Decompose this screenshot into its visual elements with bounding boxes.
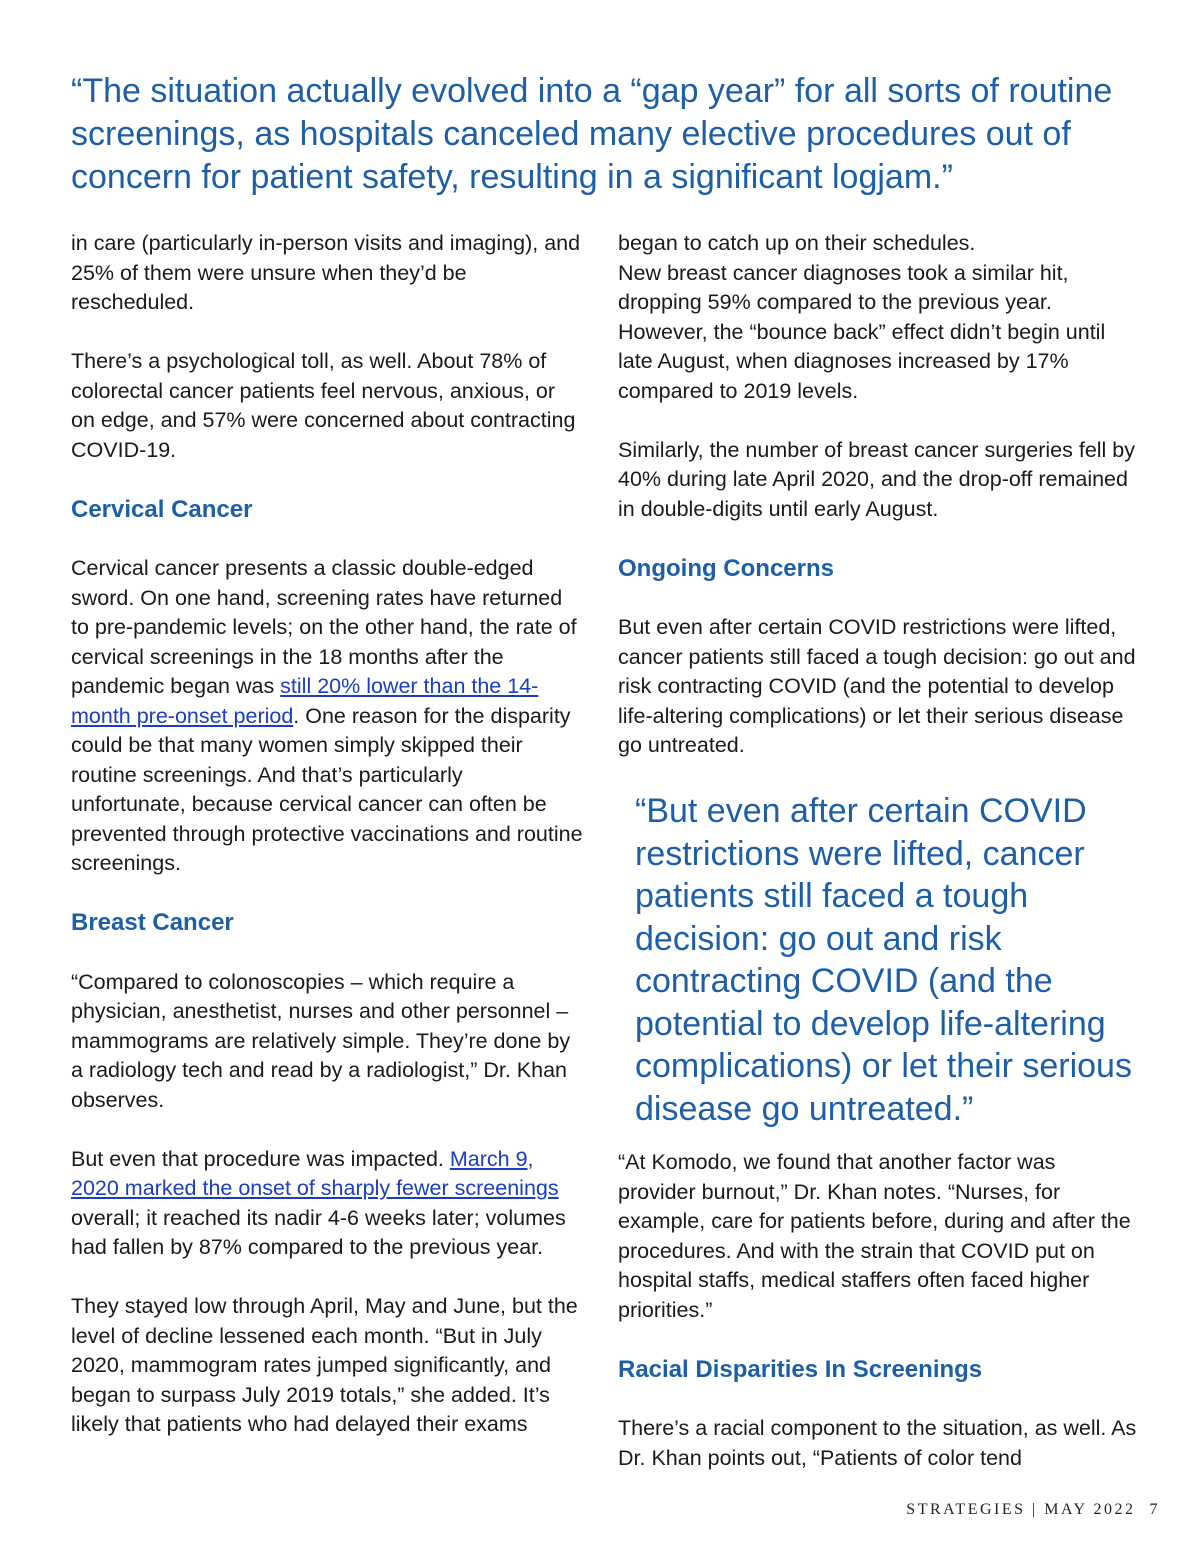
paragraph: New breast cancer diagnoses took a similar hit, dropping 59% compared to the previous year. However, the “bounce back” effect didn’t begin until late August, when diagnoses increased by 17% compared to 2019 levels.: [618, 260, 1106, 403]
paragraph-mammogram: [71, 1145, 583, 1263]
paragraph: in care (particularly in-person visits and imaging), and 25% of them were unsure when they’d be rescheduled.: [71, 231, 581, 314]
text: overall; it reached its nadir 4-6 weeks later; volumes had fallen by 87% compared to the previous year.: [71, 1205, 566, 1259]
paragraph: There’s a racial component to the situation, as well. As Dr. Khan points out, “Patients of color tend: [618, 1416, 1137, 1470]
heading-ongoing-concerns: Ongoing Concerns: [618, 554, 834, 582]
paragraph: “At Komodo, we found that another factor was provider burnout,” Dr. Khan notes. “Nurses, for example, care for patients before, during and after the procedures. And with the strain that COVID put on hospital staffs, medical staffers often faced higher priorities.”: [618, 1150, 1131, 1322]
heading-cervical-cancer: Cervical Cancer: [71, 495, 253, 523]
text: Cervical cancer presents a classic double-edged sword. On one hand, screening rates have returned to pre-pandemic levels; on the other hand, the rate of cervical screenings in the 18 months after the pandemic began was: [71, 556, 577, 698]
paragraph: Similarly, the number of breast cancer surgeries fell by 40% during late April 2020, and the drop-off remained in double-digits until early August.: [618, 437, 1136, 521]
paragraph: “Compared to colonoscopies – which require a physician, anesthetist, nurses and other personnel – mammograms are relatively simple. They’re done by a radiology tech and read by a radiologist,” Dr. Khan observes.: [71, 969, 571, 1112]
page-footer: [906, 1501, 1160, 1519]
paragraph: They stayed low through April, May and June, but the level of decline lessened each month. “But in July 2020, mammogram rates jumped significantly, and began to surpass July 2019 totals,” she added. It’s likely that patients who had delayed their exams: [71, 1294, 578, 1436]
left-column: [71, 229, 583, 1469]
paragraph: began to catch up on their schedules.: [618, 231, 976, 255]
heading-racial-disparities: Racial Disparities In Screenings: [618, 1355, 983, 1383]
mid-pull-quote: “But even after certain COVID restrictions were lifted, cancer patients still faced a tough decision: go out and risk contracting COVID (and the potential to develop life-altering complications) or let their serious disease go untreated.”: [635, 792, 1132, 1128]
paragraph: There’s a psychological toll, as well. About 78% of colorectal cancer patients feel nervous, anxious, or on edge, and 57% were concerned about contracting COVID-19.: [71, 349, 576, 462]
heading-breast-cancer: Breast Cancer: [71, 909, 234, 936]
paragraph-cervical: [71, 554, 583, 879]
text: But even that procedure was impacted.: [71, 1146, 450, 1171]
top-pull-quote: “The situation actually evolved into a “gap year” for all sorts of routine screenings, as hospitals canceled many elective procedures out of concern for patient safety, resulting in a significant logjam.”: [71, 72, 1113, 196]
page-number: 7: [1149, 1501, 1160, 1518]
text: . One reason for the disparity could be that many women simply skipped their routine screenings. And that’s particularly unfortunate, because cervical cancer can often be prevented through protective vaccinations and routine screenings.: [71, 703, 583, 875]
paragraph: But even after certain COVID restrictions were lifted, cancer patients still faced a tough decision: go out and risk contracting COVID (and the potential to develop life-altering complications) or let their serious disease go untreated.: [618, 615, 1136, 757]
link-cervical-screenings[interactable]: still 20% lower than the 14-month pre-onset period: [71, 674, 539, 728]
publication-date: STRATEGIES | MAY 2022: [906, 1501, 1136, 1518]
right-column: [618, 229, 1138, 1503]
link-march-2020-screenings[interactable]: March 9, 2020 marked the onset of sharply fewer screenings: [71, 1146, 559, 1200]
